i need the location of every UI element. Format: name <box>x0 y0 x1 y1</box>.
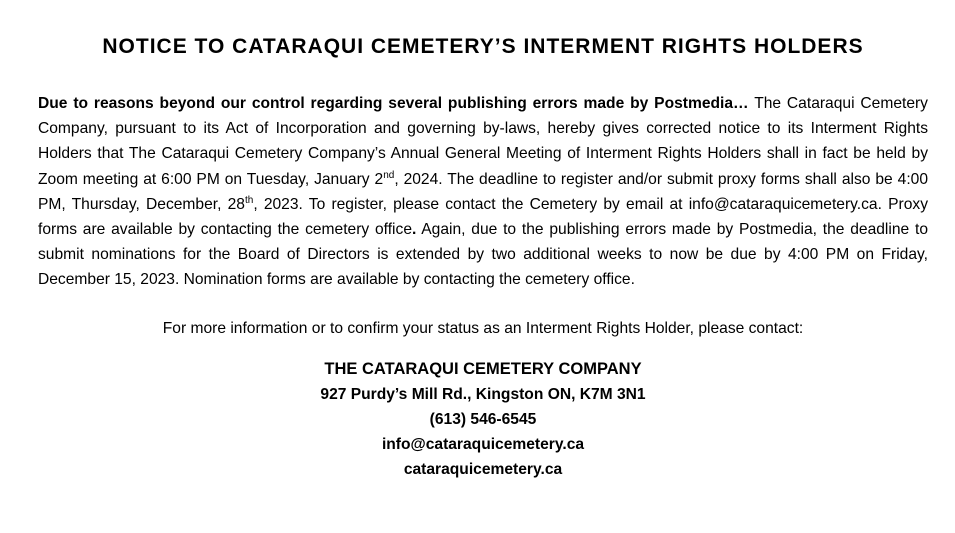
company-name: THE CATARAQUI CEMETERY COMPANY <box>324 359 642 378</box>
bold-period: . <box>412 221 417 239</box>
ordinal-suffix-2: th <box>244 194 254 206</box>
body-segment-2: , 2024. The deadline to register and/or submit proxy forms shall also be 4:00 PM, Thursday, December, 28 <box>38 170 929 213</box>
company-phone: (613) 546-6545 <box>429 410 537 428</box>
company-website: cataraquicemetery.ca <box>403 460 563 478</box>
lead-bold-text: Due to reasons beyond our control regarding several publishing errors made by Postmedia… <box>38 95 749 112</box>
notice-body <box>38 91 928 293</box>
notice-title: NOTICE TO CATARAQUI CEMETERY’S INTERMENT RIGHTS HOLDERS <box>102 35 864 58</box>
body-segment-1: The Cataraqui Cemetery Company, pursuant to its Act of Incorporation and governing by-laws, hereby gives corrected notice to its Interment Rights Holders that The Cataraqui Cemetery Company’s Annual General Meeting of Interment Rights Holders shall in fact be held by Zoom meeting at 6:00 PM on Tuesday, January 2 <box>38 95 928 188</box>
info-line: For more information or to confirm your status as an Interment Rights Holder, please contact: <box>162 319 804 337</box>
company-address: 927 Purdy’s Mill Rd., Kingston ON, K7M 3N1 <box>320 385 646 403</box>
body-segment-4: Again, due to the publishing errors made by Postmedia, the deadline to submit nominations for the Board of Directors is extended by two additional weeks to now be due by 4:00 PM on Friday, December 15, 2023. Nomination forms are available by contacting the cemetery office. <box>38 221 929 289</box>
body-segment-3: , 2023. To register, please contact the Cemetery by email at info@cataraquicemetery.ca. Proxy forms are available by contacting the cemetery office <box>38 195 928 239</box>
contact-block <box>38 357 928 482</box>
company-email: info@cataraquicemetery.ca <box>381 435 585 453</box>
ordinal-suffix-1: nd <box>383 169 395 181</box>
